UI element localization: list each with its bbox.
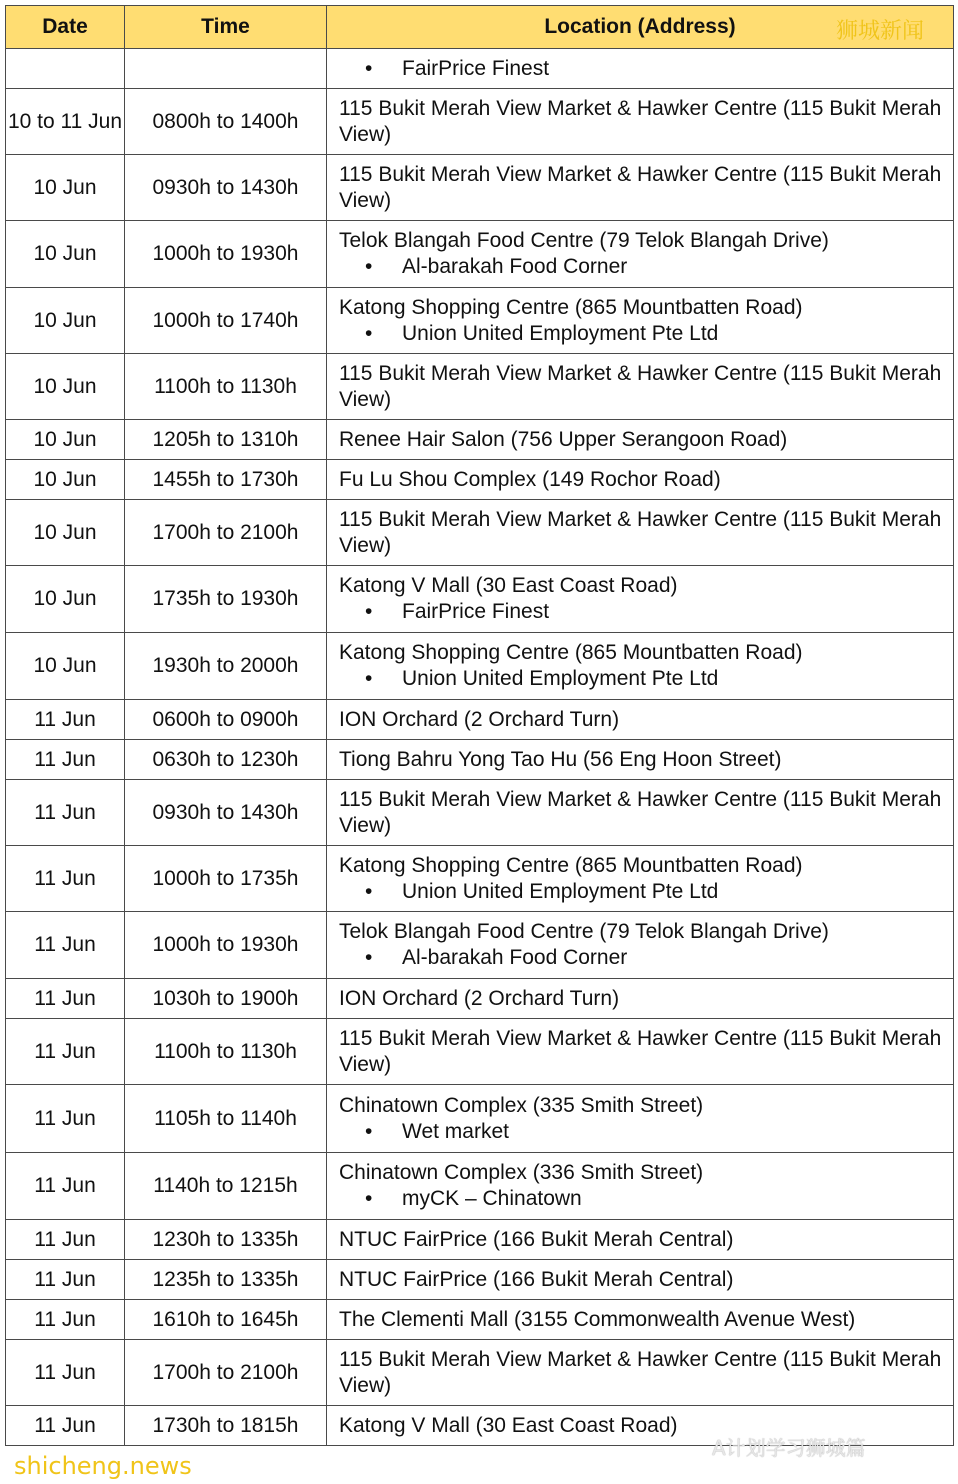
location-sub-item — [339, 254, 943, 280]
bottom-right-watermark: A计划学习狮城篇 — [712, 1436, 866, 1460]
table-body — [6, 49, 954, 1446]
time-cell: 1000h to 1735h — [125, 846, 327, 912]
time-cell: 0800h to 1400h — [125, 89, 327, 155]
time-cell: 1230h to 1335h — [125, 1220, 327, 1260]
location-address: Renee Hair Salon (756 Upper Serangoon Road) — [339, 427, 788, 451]
location-sub-item — [339, 666, 943, 692]
date-cell: 11 Jun — [6, 1153, 125, 1220]
location-address: 115 Bukit Merah View Market & Hawker Centre (115 Bukit Merah View) — [339, 361, 942, 411]
time-cell: 0600h to 0900h — [125, 700, 327, 740]
top-right-watermark: 狮城新闻 — [836, 19, 925, 44]
date-cell: 11 Jun — [6, 1220, 125, 1260]
location-sub-item — [339, 56, 943, 82]
table-row — [6, 221, 954, 288]
date-cell: 11 Jun — [6, 1085, 125, 1153]
table-row — [6, 500, 954, 566]
sub-item-label: Union United Employment Pte Ltd — [402, 879, 719, 903]
bullet-icon: • — [365, 56, 373, 80]
location-address: 115 Bukit Merah View Market & Hawker Centre (115 Bukit Merah View) — [339, 1026, 942, 1076]
location-address: Katong V Mall (30 East Coast Road) — [339, 1413, 678, 1437]
time-cell: 1100h to 1130h — [125, 1019, 327, 1085]
location-address: Chinatown Complex (335 Smith Street) — [339, 1093, 704, 1117]
bullet-icon: • — [365, 600, 373, 623]
table-row — [6, 1340, 954, 1406]
date-cell: 11 Jun — [6, 1260, 125, 1300]
table-row — [6, 89, 954, 155]
date-cell: 11 Jun — [6, 912, 125, 979]
time-cell: 1000h to 1740h — [125, 288, 327, 354]
location-address: ION Orchard (2 Orchard Turn) — [339, 707, 620, 731]
bullet-icon: • — [365, 946, 373, 969]
sub-item-label: Union United Employment Pte Ltd — [402, 321, 719, 345]
time-cell: 0930h to 1430h — [125, 780, 327, 846]
location-address: Katong Shopping Centre (865 Mountbatten Road) — [339, 641, 803, 664]
location-cell — [327, 49, 954, 89]
location-cell — [327, 1260, 954, 1300]
time-cell: 1700h to 2100h — [125, 500, 327, 566]
location-address: Fu Lu Shou Complex (149 Rochor Road) — [339, 467, 721, 491]
sub-item-label: myCK – Chinatown — [402, 1187, 582, 1210]
date-cell: 11 Jun — [6, 740, 125, 780]
time-cell: 1000h to 1930h — [125, 221, 327, 288]
location-sub-item — [339, 879, 943, 905]
location-cell — [327, 155, 954, 221]
date-cell: 10 Jun — [6, 155, 125, 221]
table-row — [6, 1260, 954, 1300]
location-cell — [327, 1153, 954, 1220]
time-cell: 1100h to 1130h — [125, 354, 327, 420]
date-cell: 10 Jun — [6, 420, 125, 460]
location-cell — [327, 846, 954, 912]
time-cell: 1235h to 1335h — [125, 1260, 327, 1300]
date-cell: 10 Jun — [6, 288, 125, 354]
table-row — [6, 846, 954, 912]
time-cell: 1730h to 1815h — [125, 1406, 327, 1446]
time-cell: 0930h to 1430h — [125, 155, 327, 221]
time-cell: 1140h to 1215h — [125, 1153, 327, 1220]
date-cell: 11 Jun — [6, 1340, 125, 1406]
table-row — [6, 740, 954, 780]
time-cell: 1030h to 1900h — [125, 979, 327, 1019]
time-cell: 1205h to 1310h — [125, 420, 327, 460]
bullet-icon: • — [365, 1119, 373, 1143]
table-row — [6, 633, 954, 700]
location-address: 115 Bukit Merah View Market & Hawker Centre (115 Bukit Merah View) — [339, 787, 942, 837]
time-column-header: Time — [125, 6, 327, 49]
bottom-left-watermark: shicheng.news — [14, 1452, 192, 1480]
table-header-row — [6, 6, 954, 49]
table-row — [6, 1019, 954, 1085]
table-row — [6, 700, 954, 740]
table-row — [6, 460, 954, 500]
time-cell: 1105h to 1140h — [125, 1085, 327, 1153]
bullet-icon: • — [365, 1187, 373, 1210]
date-cell: 10 Jun — [6, 633, 125, 700]
location-cell — [327, 89, 954, 155]
sub-item-label: FairPrice Finest — [402, 56, 550, 80]
date-cell: 11 Jun — [6, 780, 125, 846]
date-cell: 10 Jun — [6, 354, 125, 420]
location-cell — [327, 979, 954, 1019]
bullet-icon: • — [365, 667, 373, 690]
location-sub-item — [339, 945, 943, 971]
time-cell: 1735h to 1930h — [125, 566, 327, 633]
location-address: NTUC FairPrice (166 Bukit Merah Central) — [339, 1267, 734, 1291]
table-row — [6, 1085, 954, 1153]
date-cell: 10 Jun — [6, 460, 125, 500]
location-cell — [327, 633, 954, 700]
date-column-header: Date — [6, 6, 125, 49]
location-sub-item — [339, 321, 943, 347]
visit-locations-table — [5, 5, 954, 1446]
time-cell: 1700h to 2100h — [125, 1340, 327, 1406]
table-row — [6, 288, 954, 354]
table-row — [6, 979, 954, 1019]
bullet-icon: • — [365, 879, 373, 903]
bullet-icon: • — [365, 255, 373, 278]
sub-item-label: Union United Employment Pte Ltd — [402, 667, 719, 690]
time-cell: 1000h to 1930h — [125, 912, 327, 979]
table-row — [6, 1300, 954, 1340]
table-row — [6, 780, 954, 846]
location-address: NTUC FairPrice (166 Bukit Merah Central) — [339, 1227, 734, 1251]
location-cell — [327, 1019, 954, 1085]
location-cell — [327, 912, 954, 979]
sub-item-label: Wet market — [402, 1119, 509, 1143]
date-cell: 11 Jun — [6, 846, 125, 912]
location-address: Katong Shopping Centre (865 Mountbatten Road) — [339, 853, 803, 877]
time-cell: 1930h to 2000h — [125, 633, 327, 700]
date-cell — [6, 49, 125, 89]
location-cell — [327, 1085, 954, 1153]
table-row — [6, 1153, 954, 1220]
date-cell: 11 Jun — [6, 1406, 125, 1446]
time-cell: 1610h to 1645h — [125, 1300, 327, 1340]
time-cell: 0630h to 1230h — [125, 740, 327, 780]
date-cell: 10 Jun — [6, 500, 125, 566]
location-address: Katong Shopping Centre (865 Mountbatten Road) — [339, 295, 803, 319]
location-cell — [327, 566, 954, 633]
date-cell: 10 Jun — [6, 566, 125, 633]
location-cell — [327, 354, 954, 420]
location-address: ION Orchard (2 Orchard Turn) — [339, 986, 620, 1010]
location-address: The Clementi Mall (3155 Commonwealth Avenue West) — [339, 1307, 856, 1331]
location-address: Telok Blangah Food Centre (79 Telok Blangah Drive) — [339, 920, 829, 943]
location-cell — [327, 288, 954, 354]
bullet-icon: • — [365, 321, 373, 345]
date-cell: 11 Jun — [6, 700, 125, 740]
location-address: 115 Bukit Merah View Market & Hawker Centre (115 Bukit Merah View) — [339, 96, 942, 146]
date-cell: 10 to 11 Jun — [6, 89, 125, 155]
location-address: Telok Blangah Food Centre (79 Telok Blangah Drive) — [339, 229, 829, 252]
location-cell — [327, 1220, 954, 1260]
table-row — [6, 49, 954, 89]
location-cell — [327, 1340, 954, 1406]
time-cell — [125, 49, 327, 89]
table-row — [6, 354, 954, 420]
table-row — [6, 566, 954, 633]
location-cell — [327, 420, 954, 460]
table-row — [6, 912, 954, 979]
location-address: Tiong Bahru Yong Tao Hu (56 Eng Hoon Street) — [339, 747, 782, 771]
table-row — [6, 420, 954, 460]
location-cell — [327, 221, 954, 288]
time-cell: 1455h to 1730h — [125, 460, 327, 500]
location-address: Katong V Mall (30 East Coast Road) — [339, 574, 678, 597]
date-cell: 11 Jun — [6, 1019, 125, 1085]
table-row — [6, 155, 954, 221]
location-cell — [327, 780, 954, 846]
location-cell — [327, 740, 954, 780]
table-row — [6, 1220, 954, 1260]
date-cell: 11 Jun — [6, 979, 125, 1019]
location-sub-item — [339, 1186, 943, 1212]
location-address: Chinatown Complex (336 Smith Street) — [339, 1161, 704, 1184]
location-cell — [327, 1300, 954, 1340]
location-sub-item — [339, 599, 943, 625]
sub-item-label: Al-barakah Food Corner — [402, 946, 628, 969]
date-cell: 10 Jun — [6, 221, 125, 288]
location-address: 115 Bukit Merah View Market & Hawker Centre (115 Bukit Merah View) — [339, 162, 942, 212]
location-cell — [327, 460, 954, 500]
sub-item-label: Al-barakah Food Corner — [402, 255, 628, 278]
location-column-header: Location (Address) — [327, 6, 954, 49]
location-address: 115 Bukit Merah View Market & Hawker Centre (115 Bukit Merah View) — [339, 1347, 942, 1397]
location-sub-item — [339, 1119, 943, 1145]
date-cell: 11 Jun — [6, 1300, 125, 1340]
location-cell — [327, 700, 954, 740]
location-address: 115 Bukit Merah View Market & Hawker Centre (115 Bukit Merah View) — [339, 507, 942, 557]
sub-item-label: FairPrice Finest — [402, 600, 550, 623]
location-cell — [327, 500, 954, 566]
